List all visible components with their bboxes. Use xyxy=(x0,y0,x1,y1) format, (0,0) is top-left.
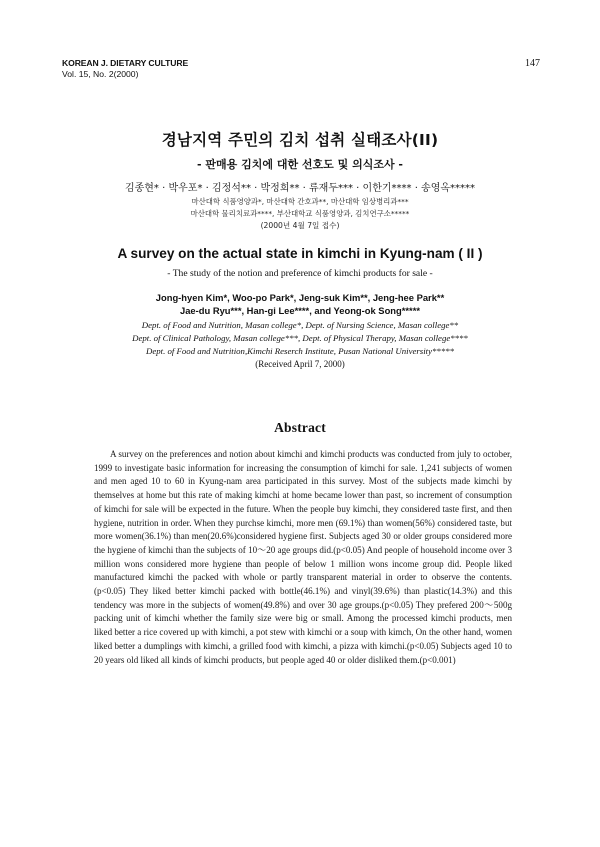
korean-authors: 김종현* · 박우포* · 김정석** · 박정희** · 류재두*** · 이한기**** · 송영옥***** xyxy=(124,183,476,194)
korean-affiliation-1: 마산대학 식품영양과*, 마산대학 간호과**, 마산대학 임상병리과*** xyxy=(191,197,409,206)
korean-received-date: (2000년 4월 7일 접수) xyxy=(260,221,340,230)
abstract-heading: Abstract xyxy=(274,420,326,435)
korean-title: 경남지역 주민의 김치 섭취 실태조사(II) xyxy=(161,131,439,149)
page-number: 147 xyxy=(525,58,540,69)
english-subtitle: - The study of the notion and preference of kimchi products for sale - xyxy=(167,268,433,279)
english-affiliation-1: Dept. of Food and Nutrition, Masan college*, Dept. of Nursing Science, Masan college** xyxy=(141,320,459,330)
english-affiliation-3: Dept. of Food and Nutrition,Kimchi Reserch Institute, Pusan National University***** xyxy=(145,346,455,356)
journal-name: KOREAN J. DIETARY CULTURE xyxy=(62,58,189,68)
english-received-date: (Received April 7, 2000) xyxy=(255,359,345,369)
abstract-body: A survey on the preferences and notion about kimchi and kimchi products was conducted from july to october, 1999 to investigate basic information for increasing the consumption of kimchi for sale. 1,241 subjects of women and men aged 10 to 60 in Kyung-nam area participated in this survey. Most of the subjects made kimchi by themselves at home but this rate of making kimchi at home became lower than past, so increment of consumption of kimchi for sale will be expected in the future. When the people buy kimchi, they considered taste first, and then hygiene, nutrition in order. When they purchse kimchi, more men (69.1%) than women(56%) considered taste, but more women(36.1%) than men(20.6%)considered hygiene first. Subjects aged 30 or older groups considered more the hygiene of kimchi than the subjects of 10～20 age groups did.(p<0.05) And people of household income over 3 million wons considered more hygiene than people of below 1 million wons income group did. People liked manufactured kimchi the packed with whole or partly transparent material in order to observe the contents.(p<0.05) They liked better kimchi packed with bottle(46.1%) and vinyl(39.6%) than plastic(14.3%) and this tendency was more in the subjects of women(49.8%) and over 30 age groups.(p<0.05) They prefered 200～500g packing unit of kimchi whether the family size were big or small. Among the processed kimchi products, men liked better a rice covered up with kimchi, a pot stew with kimchi or a soup with kimch, On the other hand, women liked better a dumplings with kimchi, a grilled food with kimchi, a pizza with kimchi.(p<0.05) Subjects aged 10 to 20 years old liked all kinds of kimchi products, but people aged 40 or older disliked them.(p<0.001) xyxy=(94,449,512,665)
volume-issue: Vol. 15, No. 2(2000) xyxy=(62,69,139,79)
journal-header xyxy=(62,58,188,80)
english-title: A survey on the actual state in kimchi in Kyung-nam ( II ) xyxy=(117,246,483,261)
korean-affiliation-2: 마산대학 물리치료과****, 부산대학교 식품영양과, 김치연구소***** xyxy=(190,209,410,218)
korean-subtitle: - 판매용 김치에 대한 선호도 및 의식조사 - xyxy=(197,158,403,171)
english-authors-2: Jae-du Ryu***, Han-gi Lee****, and Yeong-ok Song***** xyxy=(180,305,420,316)
english-affiliation-2: Dept. of Clinical Pathology, Masan college***, Dept. of Physical Therapy, Masan college**** xyxy=(132,333,468,343)
english-authors-1: Jong-hyen Kim*, Woo-po Park*, Jeng-suk Kim**, Jeng-hee Park** xyxy=(155,292,445,303)
